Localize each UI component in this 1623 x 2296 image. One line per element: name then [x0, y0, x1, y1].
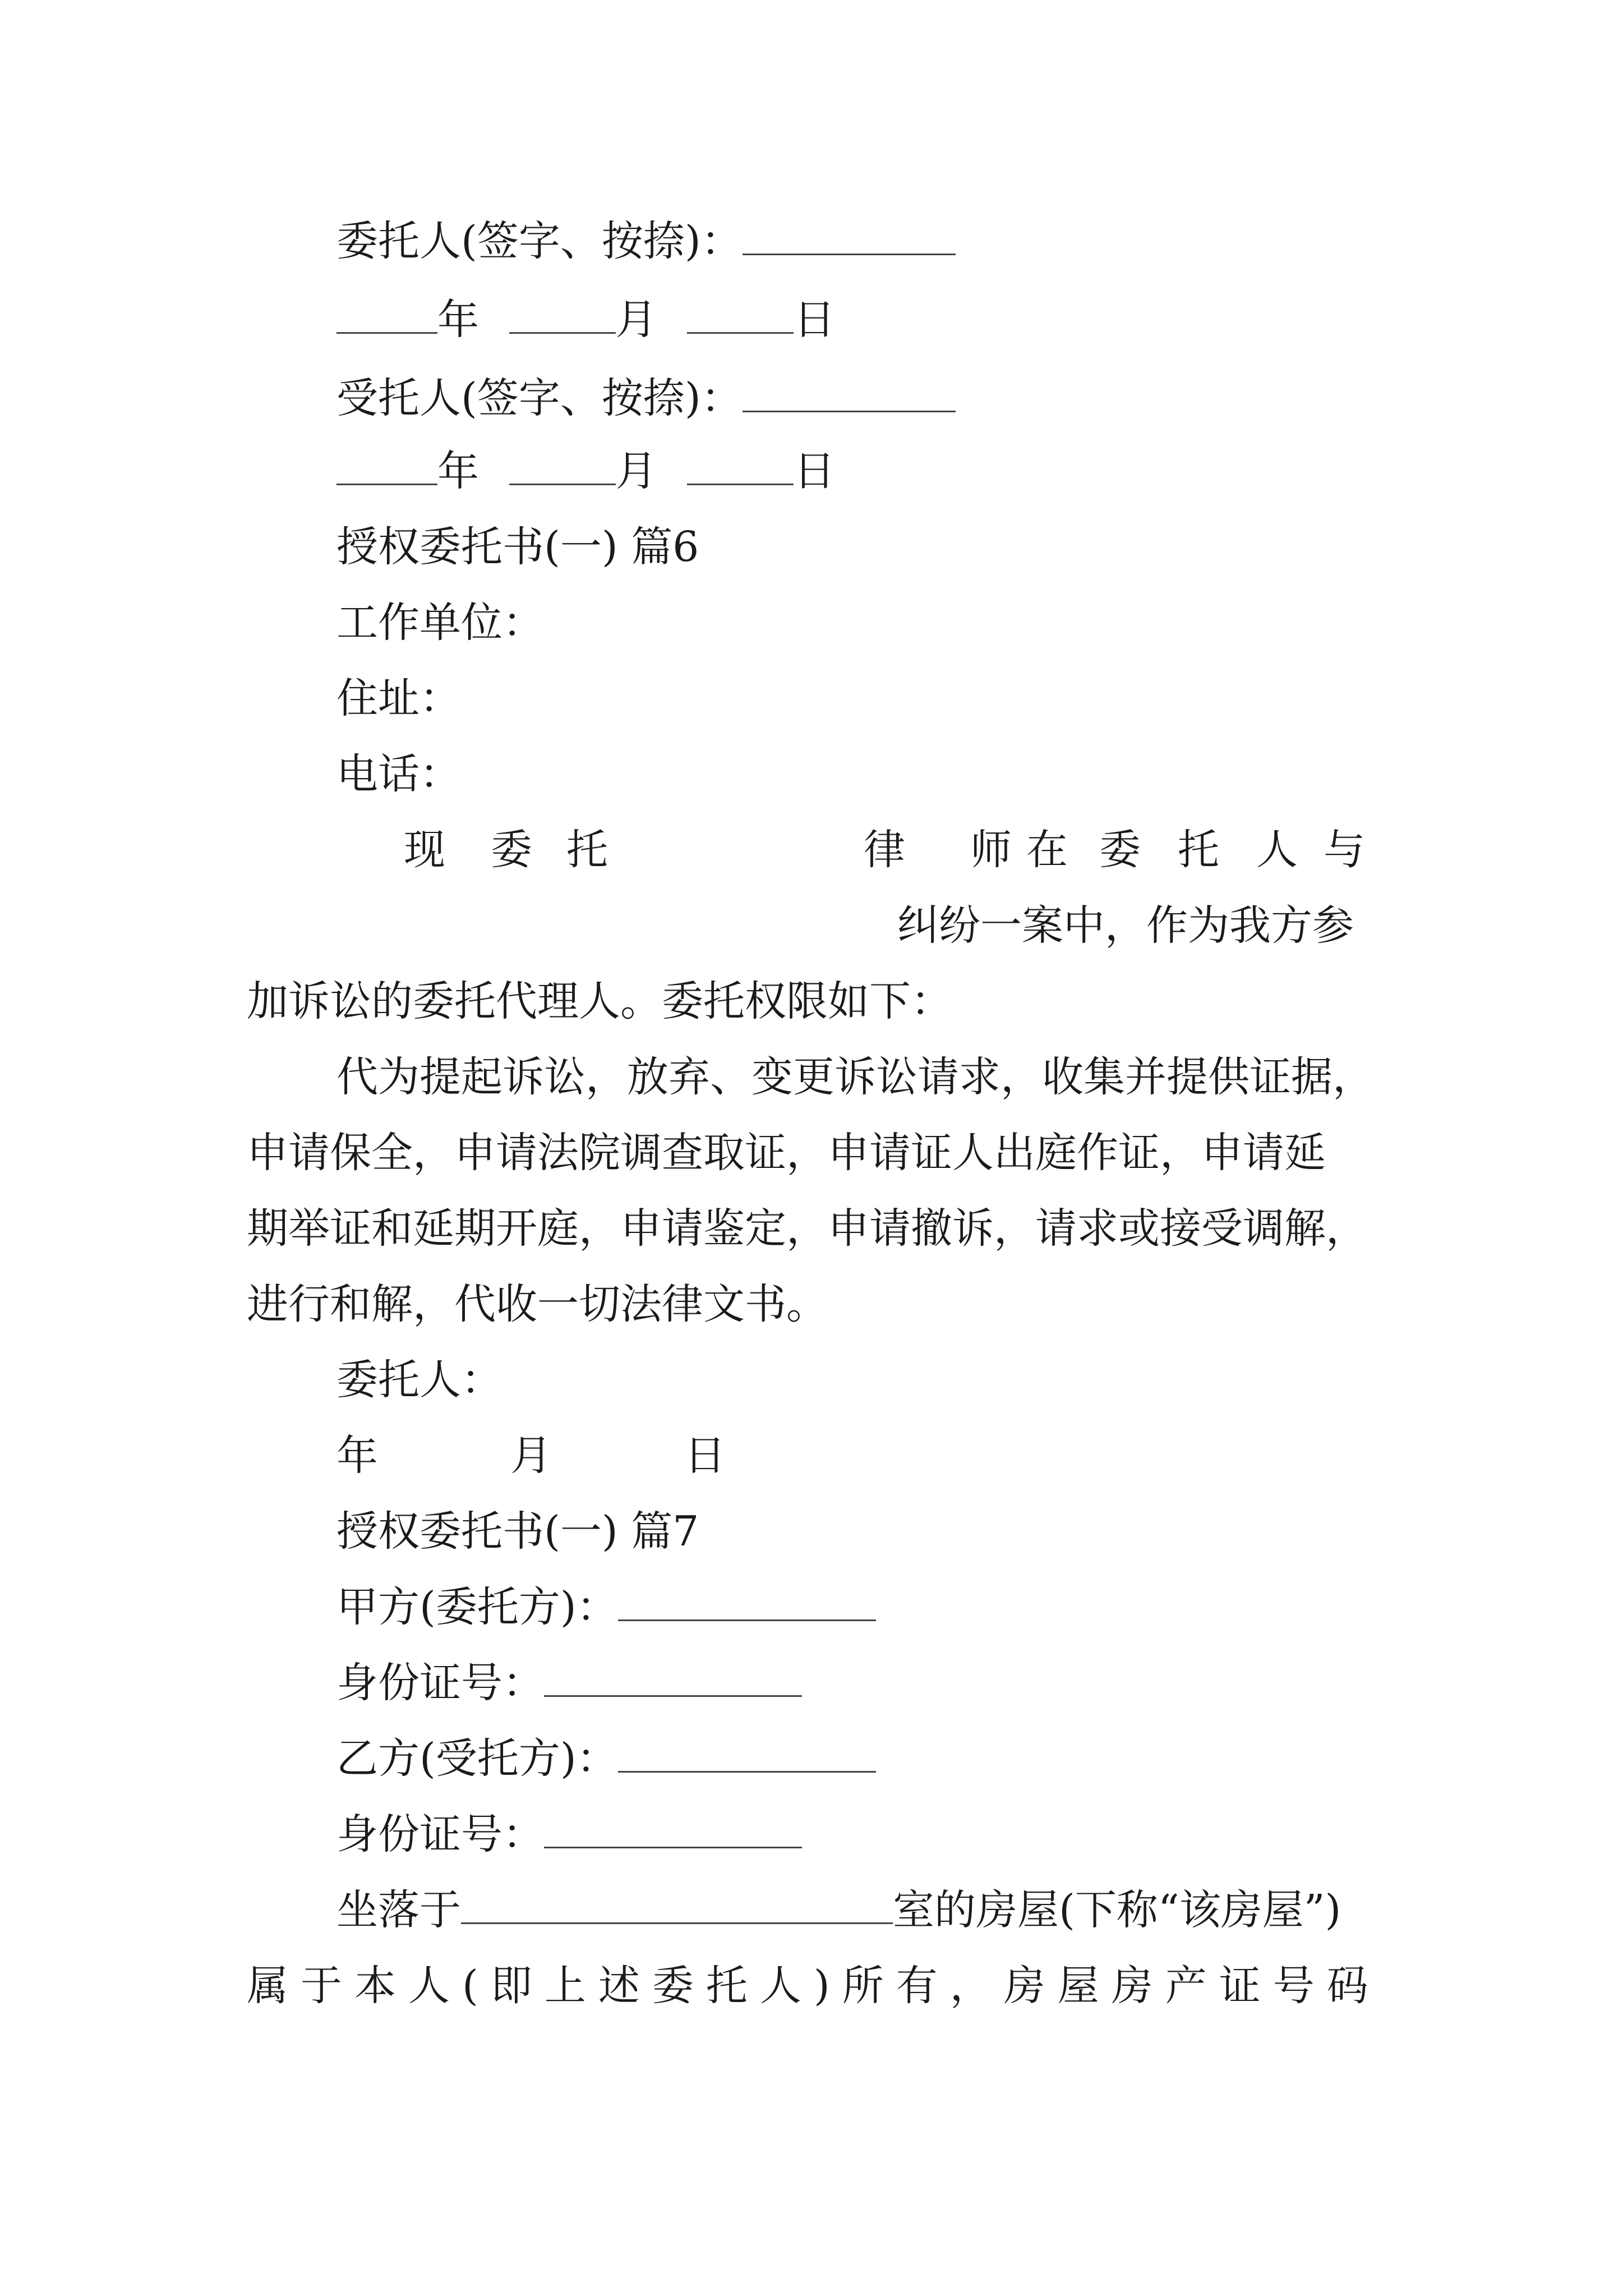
ownership-char: 上 [544, 1962, 586, 2010]
party-b-label: 乙方(受托方)： [336, 1734, 618, 1783]
location-line [336, 1882, 1341, 1938]
agent-signature-blank [743, 371, 956, 412]
entrust-word: 现 [404, 826, 445, 874]
principal-label: 委托人： [336, 1356, 502, 1404]
day-blank [687, 293, 794, 334]
ownership-char: 所 [842, 1962, 884, 2010]
work-unit-label: 工作单位： [336, 599, 544, 647]
entrust-word: 委 [491, 826, 532, 874]
date-line-1 [336, 292, 835, 348]
year-text: 年 [336, 1432, 378, 1480]
ownership-char: 人 [408, 1962, 450, 2010]
party-a-label: 甲方(委托方)： [336, 1583, 618, 1631]
year-blank [336, 293, 437, 334]
principal-signature-label: 委托人(签字、按捺)： [336, 217, 743, 265]
month-text: 月 [615, 447, 657, 495]
ownership-char: 本 [354, 1962, 396, 2010]
ownership-line [247, 1958, 1368, 2014]
ownership-char: ， [949, 1962, 992, 2010]
entrust-word: 委 [1099, 826, 1141, 874]
section-title-6: 授权委托书(一) 篇6 [336, 523, 699, 571]
powers-line-3: 期举证和延期开庭，申请鉴定，申请撤诉，请求或接受调解， [247, 1204, 1367, 1253]
entrust-word: 与 [1324, 826, 1365, 874]
id-a-blank [544, 1656, 802, 1697]
address-label: 住址： [336, 674, 461, 723]
ownership-char: 属 [247, 1962, 288, 2010]
month-blank [509, 293, 616, 334]
ownership-char: 人 [759, 1962, 801, 2010]
location-suffix: 室的房屋(下称“该房屋”) [893, 1886, 1341, 1934]
agent-line: 加诉讼的委托代理人。委托权限如下： [247, 977, 952, 1025]
day-text: 日 [684, 1432, 726, 1480]
ownership-char: 于 [301, 1962, 342, 2010]
powers-line-4: 进行和解，代收一切法律文书。 [247, 1280, 828, 1328]
ownership-char: 号 [1272, 1962, 1315, 2010]
month-blank [509, 444, 616, 485]
entrust-word: 在 [1026, 826, 1068, 874]
month-text: 月 [615, 296, 657, 344]
agent-signature-label: 受托人(签字、按捺)： [336, 374, 743, 422]
location-blank [461, 1883, 893, 1924]
powers-line-2: 申请保全，申请法院调查取证，申请证人出庭作证，申请延 [247, 1129, 1326, 1177]
location-prefix: 坐落于 [336, 1886, 461, 1934]
year-text: 年 [437, 296, 479, 344]
agent-signature-line [336, 370, 956, 426]
year-blank [336, 444, 437, 485]
ownership-char: 房 [1003, 1962, 1045, 2010]
party-b-line [336, 1731, 876, 1787]
ownership-char: 有 [896, 1962, 938, 2010]
principal-signature-blank [743, 214, 956, 255]
date-line-2 [336, 443, 835, 499]
entrust-word: 师 [970, 826, 1012, 874]
day-text: 日 [794, 296, 836, 344]
id-b-label: 身份证号： [336, 1810, 544, 1858]
powers-line-1: 代为提起诉讼，放弃、变更诉讼请求，收集并提供证据， [336, 1053, 1374, 1101]
section-title-7: 授权委托书(一) 篇7 [336, 1507, 699, 1556]
phone-label: 电话： [336, 750, 461, 798]
principal-signature-line [336, 213, 956, 269]
ownership-char: 码 [1326, 1962, 1368, 2010]
entrust-word: 人 [1256, 826, 1298, 874]
ownership-char: 产 [1165, 1962, 1207, 2010]
day-blank [687, 444, 794, 485]
entrust-word: 律 [864, 826, 905, 874]
ownership-char: 屋 [1057, 1962, 1099, 2010]
year-text: 年 [437, 447, 479, 495]
id-b-line [336, 1806, 802, 1862]
ownership-char: ( [462, 1962, 478, 2010]
id-a-line [336, 1655, 802, 1711]
ownership-char: 委 [652, 1962, 694, 2010]
dispute-line: 纠纷一案中，作为我方参 [897, 901, 1354, 950]
ownership-char: 即 [490, 1962, 532, 2010]
id-b-blank [544, 1807, 802, 1848]
ownership-char: 房 [1111, 1962, 1153, 2010]
party-b-blank [618, 1732, 876, 1773]
party-a-blank [618, 1580, 876, 1621]
ownership-char: ) [813, 1962, 830, 2010]
ownership-char: 述 [598, 1962, 640, 2010]
entrust-word: 托 [566, 826, 608, 874]
entrust-word: 托 [1178, 826, 1219, 874]
day-text: 日 [794, 447, 836, 495]
month-text: 月 [510, 1432, 552, 1480]
ownership-char: 证 [1219, 1962, 1261, 2010]
id-a-label: 身份证号： [336, 1659, 544, 1707]
ownership-char: 托 [706, 1962, 748, 2010]
party-a-line [336, 1579, 876, 1635]
